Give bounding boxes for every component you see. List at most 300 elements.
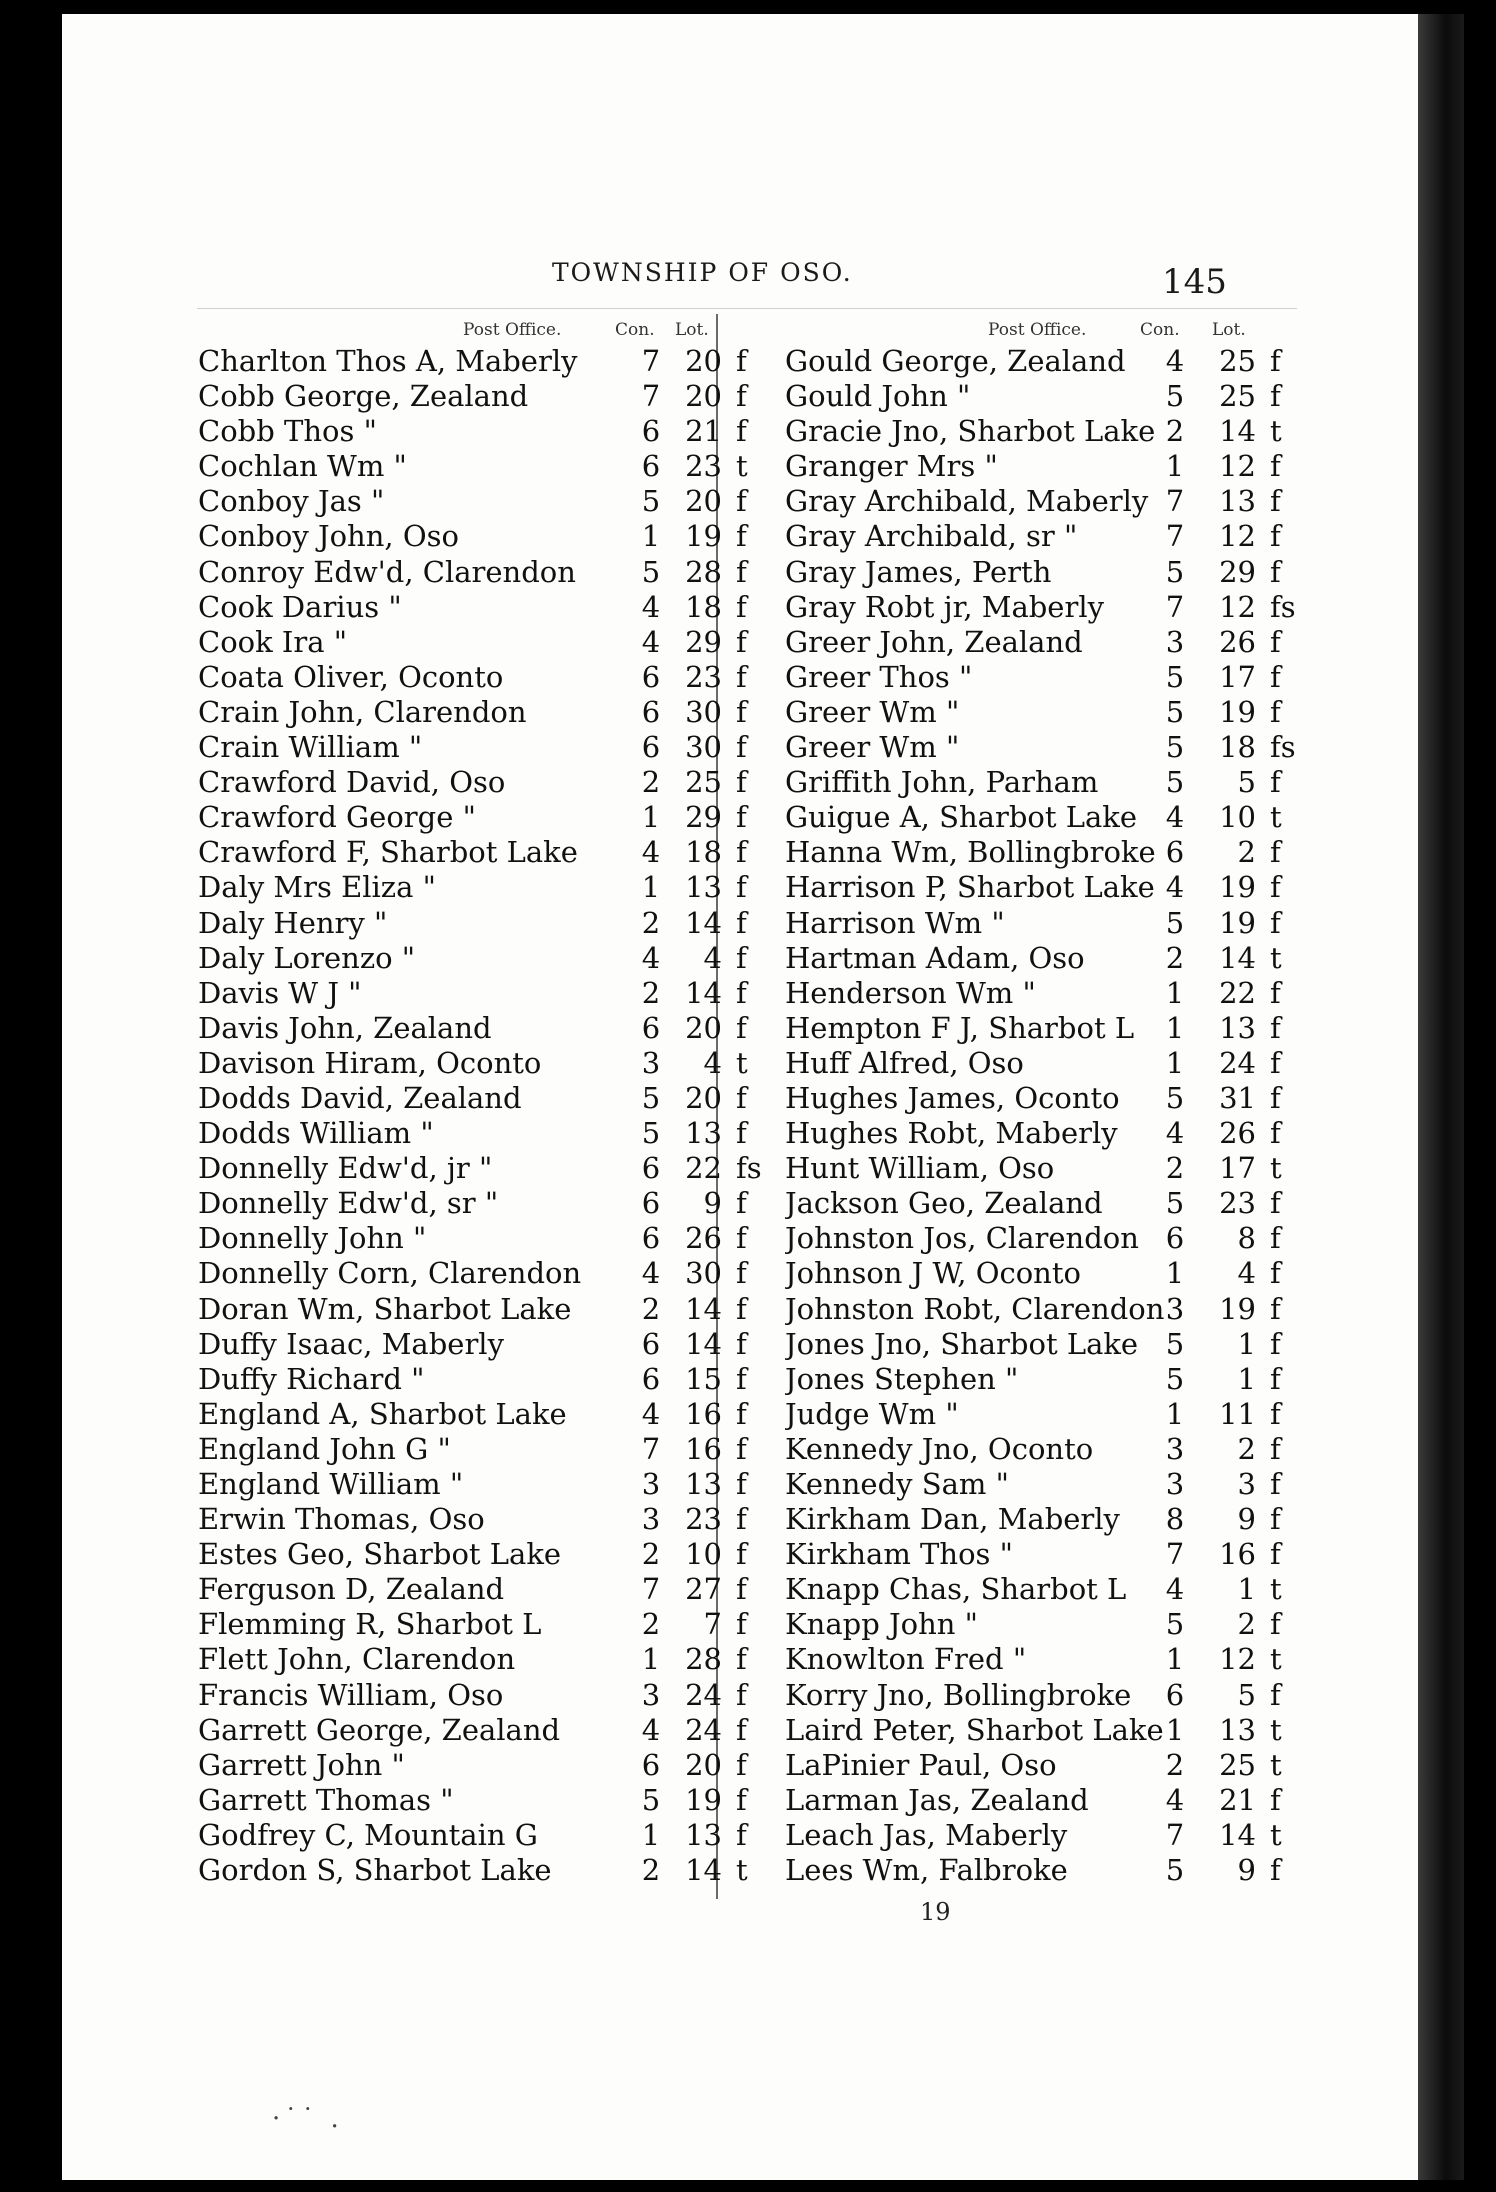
lot-number: 9	[1237, 1853, 1256, 1888]
concession: 2	[641, 975, 661, 1010]
lot-number: 26	[1219, 624, 1256, 659]
lot-number: 24	[685, 1712, 722, 1747]
resident-name: Knapp Chas, Sharbot L	[785, 1572, 1127, 1607]
lot-number: 26	[685, 1221, 722, 1256]
directory-entry	[198, 800, 758, 835]
directory-entry	[722, 625, 1292, 660]
lot-number: 17	[1219, 659, 1256, 694]
page-number: 145	[1162, 262, 1227, 302]
tenure-type: f	[1270, 975, 1281, 1010]
resident-name: Jones Stephen "	[785, 1361, 1019, 1396]
directory-entry	[198, 870, 758, 905]
concession: 4	[641, 835, 661, 870]
concession: 6	[641, 1010, 661, 1045]
concession: 3	[641, 1045, 661, 1080]
concession: 4	[1165, 344, 1185, 378]
concession: 1	[641, 800, 661, 835]
tenure-type: f	[736, 905, 747, 940]
resident-name: Hartman Adam, Oso	[785, 940, 1085, 975]
resident-name: Gould George, Zealand	[785, 344, 1126, 378]
resident-name: Henderson Wm "	[785, 975, 1036, 1010]
directory-entry	[198, 941, 758, 976]
lot-number: 30	[685, 730, 722, 765]
concession: 1	[1165, 449, 1185, 484]
directory-entry	[722, 1256, 1292, 1291]
lot-number: 20	[685, 344, 722, 378]
concession: 6	[641, 1151, 661, 1186]
concession: 3	[641, 1677, 661, 1712]
tenure-type: f	[1270, 1326, 1281, 1361]
tenure-type: f	[736, 1537, 747, 1572]
lot-number: 25	[1219, 379, 1256, 414]
directory-entry	[722, 414, 1292, 449]
resident-name: Hughes Robt, Maberly	[785, 1116, 1118, 1151]
resident-name: Knowlton Fred "	[785, 1642, 1027, 1677]
directory-entry	[198, 976, 758, 1011]
directory-entry	[198, 1011, 758, 1046]
tenure-type: f	[1270, 519, 1281, 554]
lot-number: 14	[685, 975, 722, 1010]
lot-number: 8	[1237, 1221, 1256, 1256]
directory-entry	[722, 1642, 1292, 1677]
lot-number: 2	[1237, 1607, 1256, 1642]
tenure-type: f	[1270, 1396, 1281, 1431]
left-column	[198, 320, 762, 1888]
right-column-header	[722, 320, 1292, 344]
tenure-type: f	[1270, 484, 1281, 519]
concession: 1	[1165, 1396, 1185, 1431]
directory-entry	[722, 1011, 1292, 1046]
resident-name: Greer Wm "	[785, 730, 960, 765]
tenure-type: f	[736, 1431, 747, 1466]
lot-number: 5	[1237, 1677, 1256, 1712]
lot-number: 29	[685, 624, 722, 659]
directory-entry	[722, 1853, 1292, 1888]
resident-name: Knapp John "	[785, 1607, 978, 1642]
tenure-type: f	[736, 975, 747, 1010]
header-rule	[197, 308, 1297, 309]
tenure-type: t	[1270, 1712, 1282, 1747]
directory-entry	[198, 1853, 758, 1888]
resident-name: Jackson Geo, Zealand	[785, 1186, 1103, 1221]
lot-number: 18	[685, 835, 722, 870]
resident-name: Crain William "	[198, 730, 423, 765]
directory-entry	[198, 1818, 758, 1853]
resident-name: England William "	[198, 1467, 464, 1501]
tenure-type: t	[1270, 1642, 1282, 1677]
tenure-type: fs	[1270, 730, 1296, 765]
tenure-type: f	[736, 1326, 747, 1361]
tenure-type: f	[1270, 659, 1281, 694]
resident-name: Cook Darius "	[198, 589, 402, 624]
concession: 5	[1165, 1607, 1185, 1642]
page-header	[62, 258, 1464, 302]
directory-entry	[722, 1362, 1292, 1397]
concession: 5	[641, 1080, 661, 1115]
tenure-type: f	[736, 344, 747, 378]
directory-entry	[722, 1783, 1292, 1818]
resident-name: Kennedy Jno, Oconto	[785, 1431, 1094, 1466]
resident-name: Kirkham Dan, Maberly	[785, 1502, 1120, 1537]
directory-entry	[198, 660, 758, 695]
lot-number: 11	[1219, 1396, 1256, 1431]
right-entry-list	[722, 344, 1296, 1888]
tenure-type: t	[1270, 1151, 1282, 1186]
lot-number: 14	[1219, 414, 1256, 449]
concession: 5	[1165, 1080, 1185, 1115]
tenure-type: t	[1270, 414, 1282, 449]
lot-number: 14	[685, 1326, 722, 1361]
lot-number: 13	[1219, 1712, 1256, 1747]
directory-entry	[198, 1151, 762, 1186]
directory-entry	[722, 1818, 1292, 1853]
resident-name: Hughes James, Oconto	[785, 1080, 1120, 1115]
directory-entry	[722, 695, 1292, 730]
directory-entry	[198, 1783, 758, 1818]
tenure-type: f	[736, 589, 747, 624]
tenure-type: f	[736, 835, 747, 870]
concession: 6	[1165, 835, 1185, 870]
concession: 4	[641, 589, 661, 624]
concession: 6	[1165, 1677, 1185, 1712]
resident-name: Jones Jno, Sharbot Lake	[785, 1326, 1139, 1361]
lot-number: 18	[1219, 730, 1256, 765]
directory-entry	[198, 1607, 758, 1642]
tenure-type: f	[1270, 765, 1281, 800]
concession: 7	[641, 344, 661, 378]
concession: 1	[1165, 1642, 1185, 1677]
tenure-type: f	[1270, 1782, 1281, 1817]
tenure-type: f	[736, 1607, 747, 1642]
lot-number: 29	[1219, 554, 1256, 589]
lot-number: 20	[685, 1080, 722, 1115]
tenure-type: f	[1270, 1010, 1281, 1045]
lot-number: 30	[685, 1256, 722, 1291]
directory-entry	[722, 1467, 1292, 1502]
directory-entry	[198, 1256, 758, 1291]
resident-name: Hempton F J, Sharbot L	[785, 1010, 1135, 1045]
lot-number: 16	[1219, 1537, 1256, 1572]
tenure-type: f	[736, 1010, 747, 1045]
resident-name: Donnelly John "	[198, 1221, 427, 1256]
lot-number: 20	[685, 484, 722, 519]
tenure-type: f	[1270, 905, 1281, 940]
resident-name: Laird Peter, Sharbot Lake	[785, 1712, 1164, 1747]
tenure-type: f	[736, 624, 747, 659]
concession: 6	[641, 694, 661, 729]
resident-name: Dodds William "	[198, 1116, 434, 1151]
tenure-type: f	[1270, 554, 1281, 589]
concession: 7	[1165, 519, 1185, 554]
resident-name: Huff Alfred, Oso	[785, 1045, 1024, 1080]
directory-entry	[198, 1186, 758, 1221]
tenure-type: f	[1270, 449, 1281, 484]
concession: 1	[1165, 1712, 1185, 1747]
tenure-type: f	[1270, 624, 1281, 659]
resident-name: Davis W J "	[198, 975, 362, 1010]
directory-entry	[198, 1642, 758, 1677]
resident-name: Lees Wm, Falbroke	[785, 1853, 1068, 1888]
lot-number: 4	[703, 1045, 722, 1080]
resident-name: Gordon S, Sharbot Lake	[198, 1853, 552, 1888]
directory-entry	[198, 1046, 758, 1081]
directory-entry	[722, 484, 1292, 519]
tenure-type: t	[1270, 1817, 1282, 1852]
resident-name: Doran Wm, Sharbot Lake	[198, 1291, 572, 1326]
lot-number: 30	[685, 694, 722, 729]
tenure-type: f	[1270, 694, 1281, 729]
resident-name: Gould John "	[785, 379, 971, 414]
lot-number: 19	[1219, 1291, 1256, 1326]
scan-specks: ·˙˙ .	[272, 2104, 343, 2134]
lot-number: 24	[685, 1677, 722, 1712]
resident-name: Erwin Thomas, Oso	[198, 1502, 485, 1537]
directory-entry	[198, 1678, 758, 1713]
concession: 5	[641, 554, 661, 589]
resident-name: Francis William, Oso	[198, 1677, 504, 1712]
directory-entry	[198, 1327, 758, 1362]
book-gutter	[1418, 14, 1464, 2180]
tenure-type: f	[736, 730, 747, 765]
lot-number: 1	[1237, 1572, 1256, 1607]
lot-number: 26	[1219, 1116, 1256, 1151]
directory-entry	[198, 1748, 758, 1783]
resident-name: LaPinier Paul, Oso	[785, 1747, 1057, 1782]
concession: 7	[1165, 589, 1185, 624]
directory-entry	[198, 555, 758, 590]
tenure-type: f	[736, 554, 747, 589]
concession: 5	[641, 484, 661, 519]
directory-entry	[722, 941, 1292, 976]
concession: 4	[641, 1396, 661, 1431]
tenure-type: f	[736, 1712, 747, 1747]
concession: 5	[1165, 730, 1185, 765]
resident-name: Garrett George, Zealand	[198, 1712, 561, 1747]
lot-number: 19	[1219, 870, 1256, 905]
resident-name: Korry Jno, Bollingbroke	[785, 1677, 1132, 1712]
directory-entry	[722, 519, 1292, 554]
resident-name: Gracie Jno, Sharbot Lake	[785, 414, 1156, 449]
resident-name: Crawford David, Oso	[198, 765, 506, 800]
tenure-type: f	[736, 1116, 747, 1151]
tenure-type: f	[1270, 1537, 1281, 1572]
lot-number: 25	[1219, 344, 1256, 378]
lot-number: 20	[685, 1747, 722, 1782]
concession: 3	[1165, 624, 1185, 659]
resident-name: Garrett Thomas "	[198, 1782, 454, 1817]
left-entry-list	[198, 344, 762, 1888]
resident-name: Donnelly Corn, Clarendon	[198, 1256, 582, 1291]
tenure-type: f	[736, 1221, 747, 1256]
directory-entry	[198, 1467, 758, 1502]
lot-header: Lot.	[675, 320, 709, 340]
directory-entry	[722, 1607, 1292, 1642]
directory-entry	[198, 414, 758, 449]
lot-number: 14	[1219, 1817, 1256, 1852]
lot-number: 24	[1219, 1045, 1256, 1080]
lot-header: Lot.	[1212, 320, 1246, 340]
tenure-type: f	[1270, 1431, 1281, 1466]
tenure-type: f	[736, 870, 747, 905]
resident-name: Crawford George "	[198, 800, 476, 835]
directory-entry	[198, 835, 758, 870]
tenure-type: f	[736, 1256, 747, 1291]
lot-number: 12	[1219, 589, 1256, 624]
directory-entry	[722, 344, 1292, 379]
lot-number: 16	[685, 1431, 722, 1466]
directory-entry	[722, 1327, 1292, 1362]
tenure-type: f	[1270, 1853, 1281, 1888]
resident-name: Coata Oliver, Oconto	[198, 659, 504, 694]
directory-entry	[722, 1151, 1292, 1186]
resident-name: Conboy John, Oso	[198, 519, 459, 554]
resident-name: Crain John, Clarendon	[198, 694, 527, 729]
scanned-page	[62, 14, 1464, 2180]
lot-number: 1	[1237, 1326, 1256, 1361]
concession: 3	[641, 1502, 661, 1537]
tenure-type: f	[736, 1782, 747, 1817]
resident-name: Larman Jas, Zealand	[785, 1782, 1089, 1817]
tenure-type: f	[736, 1817, 747, 1852]
lot-number: 13	[685, 1467, 722, 1501]
concession: 6	[641, 1221, 661, 1256]
concession: 5	[1165, 659, 1185, 694]
directory-entry	[722, 1502, 1292, 1537]
concession: 6	[641, 1326, 661, 1361]
concession: 6	[641, 449, 661, 484]
lot-number: 21	[1219, 1782, 1256, 1817]
resident-name: Harrison Wm "	[785, 905, 1005, 940]
concession: 1	[1165, 1045, 1185, 1080]
resident-name: Greer Wm "	[785, 694, 960, 729]
concession: 5	[641, 1782, 661, 1817]
concession: 2	[641, 1853, 661, 1888]
tenure-type: f	[1270, 1607, 1281, 1642]
concession: 3	[641, 1467, 661, 1501]
directory-entry	[722, 870, 1292, 905]
tenure-type: f	[736, 1186, 747, 1221]
directory-entry	[722, 589, 1296, 625]
directory-entry	[722, 1748, 1292, 1783]
tenure-type: f	[736, 414, 747, 449]
directory-entry	[722, 1432, 1292, 1467]
directory-entry	[722, 1678, 1292, 1713]
tenure-type: f	[736, 659, 747, 694]
lot-number: 31	[1219, 1080, 1256, 1115]
resident-name: Guigue A, Sharbot Lake	[785, 800, 1137, 835]
lot-number: 16	[685, 1396, 722, 1431]
concession: 4	[1165, 1572, 1185, 1607]
directory-entry	[198, 344, 758, 379]
lot-number: 23	[685, 449, 722, 484]
post-office-header: Post Office.	[463, 320, 562, 340]
directory-entry	[722, 1572, 1292, 1607]
concession: 1	[641, 870, 661, 905]
tenure-type: f	[1270, 1045, 1281, 1080]
directory-entry	[198, 1432, 758, 1467]
directory-entry	[198, 1502, 758, 1537]
tenure-type: f	[736, 1502, 747, 1537]
concession: 5	[641, 1116, 661, 1151]
lot-number: 12	[1219, 1642, 1256, 1677]
tenure-type: t	[736, 449, 748, 484]
tenure-type: f	[736, 694, 747, 729]
directory-entry	[722, 449, 1292, 484]
concession: 4	[1165, 1782, 1185, 1817]
tenure-type: f	[736, 379, 747, 414]
resident-name: Davison Hiram, Oconto	[198, 1045, 542, 1080]
tenure-type: t	[736, 1853, 748, 1888]
directory-entry	[198, 1221, 758, 1256]
directory-entry	[722, 1186, 1292, 1221]
concession: 7	[1165, 1817, 1185, 1852]
concession: 6	[641, 659, 661, 694]
resident-name: Gray Robt jr, Maberly	[785, 589, 1104, 624]
tenure-type: f	[1270, 835, 1281, 870]
resident-name: Kennedy Sam "	[785, 1467, 1009, 1501]
concession: 7	[1165, 484, 1185, 519]
tenure-type: t	[1270, 1572, 1282, 1607]
directory-entry	[198, 695, 758, 730]
directory-entry	[722, 1221, 1292, 1256]
directory-entry	[198, 1116, 758, 1151]
lot-number: 2	[1237, 1431, 1256, 1466]
lot-number: 1	[1237, 1361, 1256, 1396]
resident-name: Davis John, Zealand	[198, 1010, 492, 1045]
lot-number: 27	[685, 1572, 722, 1607]
concession: 4	[641, 1712, 661, 1747]
tenure-type: f	[736, 519, 747, 554]
lot-number: 13	[1219, 484, 1256, 519]
concession: 6	[641, 730, 661, 765]
lot-number: 25	[1219, 1747, 1256, 1782]
tenure-type: f	[736, 1080, 747, 1115]
lot-number: 23	[1219, 1186, 1256, 1221]
lot-number: 21	[685, 414, 722, 449]
concession: 2	[1165, 414, 1185, 449]
directory-entry	[722, 906, 1292, 941]
resident-name: Leach Jas, Maberly	[785, 1817, 1068, 1852]
directory-entry	[198, 1537, 758, 1572]
resident-name: Hanna Wm, Bollingbroke	[785, 835, 1156, 870]
resident-name: Cobb George, Zealand	[198, 379, 529, 414]
concession: 8	[1165, 1502, 1185, 1537]
concession: 1	[641, 519, 661, 554]
concession: 5	[1165, 905, 1185, 940]
concession: 6	[641, 1747, 661, 1782]
directory-entry	[198, 484, 758, 519]
directory-entry	[198, 1362, 758, 1397]
tenure-type: f	[736, 1572, 747, 1607]
lot-number: 13	[685, 870, 722, 905]
lot-number: 4	[703, 940, 722, 975]
tenure-type: t	[1270, 940, 1282, 975]
resident-name: Gray Archibald, sr "	[785, 519, 1078, 554]
lot-number: 19	[1219, 905, 1256, 940]
concession: 5	[1165, 379, 1185, 414]
directory-entry	[198, 625, 758, 660]
lot-number: 22	[685, 1151, 722, 1186]
directory-entry	[722, 1537, 1292, 1572]
resident-name: Donnelly Edw'd, jr "	[198, 1151, 493, 1186]
lot-number: 19	[685, 519, 722, 554]
tenure-type: f	[736, 1291, 747, 1326]
concession: 4	[641, 940, 661, 975]
tenure-type: f	[1270, 1291, 1281, 1326]
directory-entry	[722, 1116, 1292, 1151]
resident-name: Flett John, Clarendon	[198, 1642, 516, 1677]
concession: 1	[641, 1817, 661, 1852]
